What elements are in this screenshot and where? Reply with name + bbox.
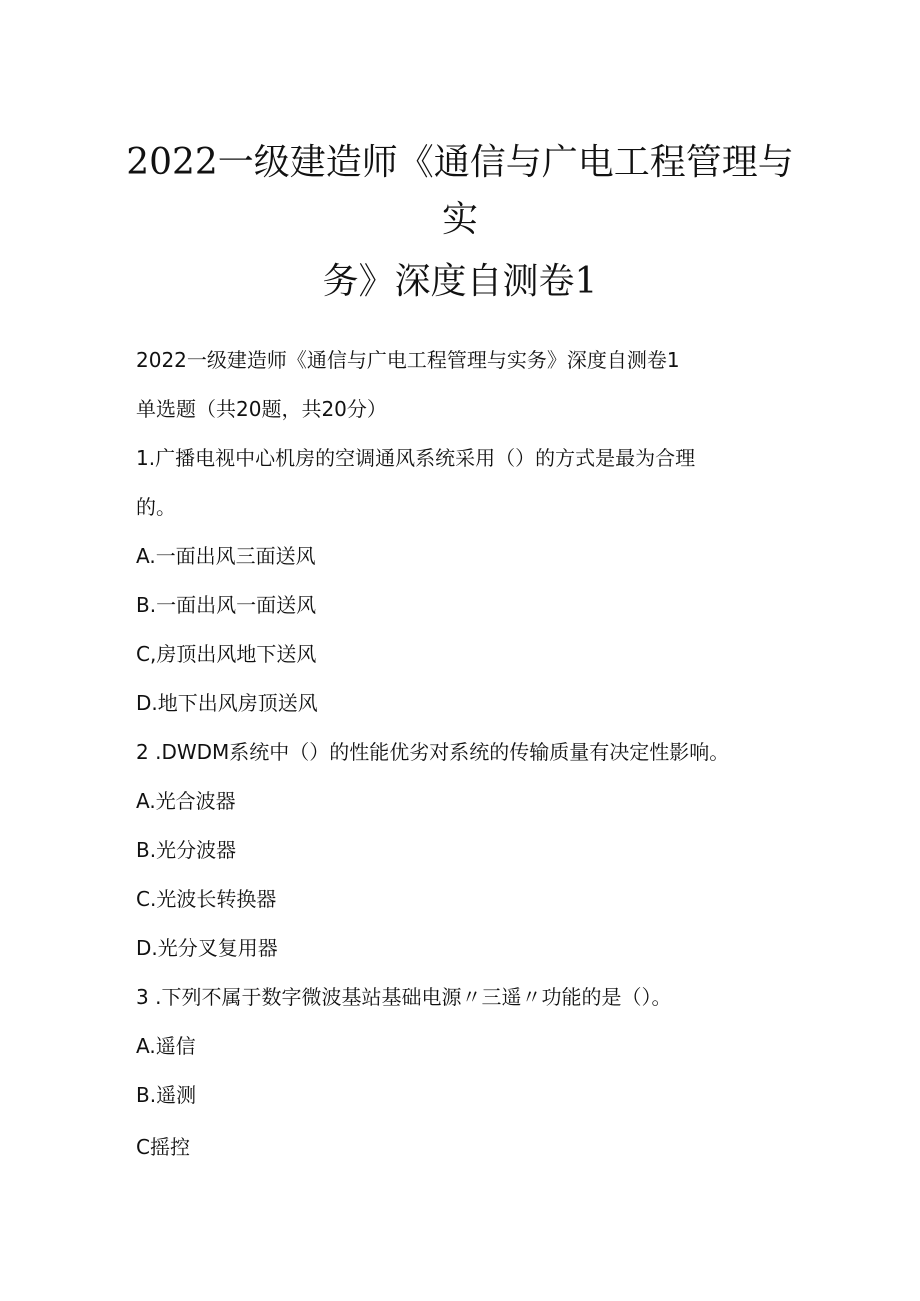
question-3-option-c: C摇控 (136, 1135, 190, 1159)
question-2-text: 2 .DWDM系统中（）的性能优劣对系统的传输质量有决定性影响。 (136, 740, 730, 764)
question-3-option-b: B.遥测 (136, 1083, 197, 1107)
question-2-option-d: D.光分叉复用器 (136, 936, 278, 960)
doc-heading: 2022一级建造师《通信与广电工程管理与实务》深度自测卷1 (136, 348, 680, 372)
question-1-option-d: D.地下出风房顶送风 (136, 691, 318, 715)
question-2-option-c: C.光波长转换器 (136, 887, 277, 911)
question-2-option-b: B.光分波器 (136, 838, 237, 862)
title-line-3: 务》深度自测卷1 (322, 261, 598, 302)
section-heading: 单选题（共20题，共20分） (136, 397, 387, 421)
question-1-text: 1.广播电视中心机房的空调通风系统采用（）的方式是最为合理 (136, 446, 696, 470)
question-3-option-a: A.遥信 (136, 1034, 196, 1058)
title-line-2: 实 (441, 199, 478, 240)
title-line-1: 2022一级建造师《通信与广电工程管理与 (126, 142, 794, 183)
question-2-option-a: A.光合波器 (136, 789, 236, 813)
question-1-option-c: C,房顶出风地下送风 (136, 642, 317, 666)
question-1-option-b: B.一面出风一面送风 (136, 593, 317, 617)
question-1-text-cont: 的。 (136, 495, 176, 519)
question-1-option-a: A.一面出风三面送风 (136, 544, 316, 568)
question-3-text: 3 .下列不属于数字微波基站基础电源〃三遥〃功能的是（）。 (136, 985, 672, 1009)
